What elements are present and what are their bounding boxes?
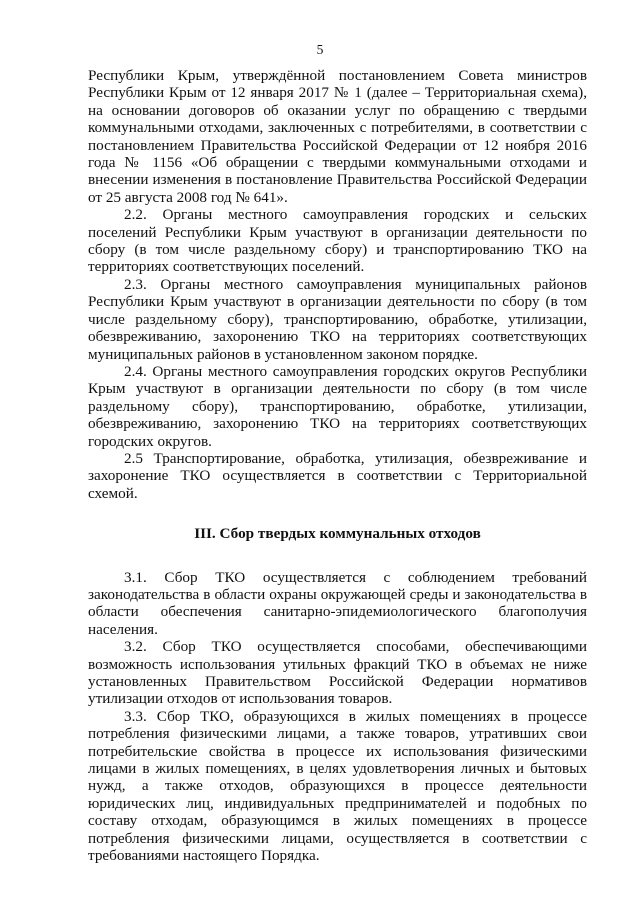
paragraph-3-2: 3.2. Сбор ТКО осуществляется способами, обеспечивающими возможность использования утильных фракций ТКО в объемах не ниже установленных Правительством Российской Федерации нормативов утилизации отходов от использования товаров. — [88, 638, 587, 708]
paragraph-continuation: Республики Крым, утверждённой постановлением Совета министров Республики Крым от 12 января 2017 № 1 (далее – Территориальная схема), на основании договоров об оказании услуг по обращению с твердыми коммунальными отходами, заключенных с потребителями, в соответствии с постановлением Правительства Российской Федерации от 12 ноября 2016 года № 1156 «Об обращении с твердыми коммунальными отходами и внесении изменения в постановление Правительства Российской Федерации от 25 августа 2008 год № 641». — [88, 67, 587, 206]
paragraph-3-3: 3.3. Сбор ТКО, образующихся в жилых помещениях в процессе потребления физическими лицами, а также товаров, утративших свои потребительские свойства в процессе их использования физическими лицами в жилых помещениях, в целях удовлетворения личных и бытовых нужд, а также отходов, образующихся в процессе деятельности юридических лиц, индивидуальных предпринимателей и подобных по составу отходам, образующимся в жилых помещениях в процессе потребления физическими лицами, осуществляется в соответствии с требованиями настоящего Порядка. — [88, 707, 587, 865]
paragraph-2-4: 2.4. Органы местного самоуправления городских округов Республики Крым участвуют в организации деятельности по сбору (в том числе раздельному сбору), транспортированию, обработке, утилизации, обезвреживанию, захоронению ТКО на территориях соответствующих городских округов. — [88, 362, 587, 450]
paragraph-2-2: 2.2. Органы местного самоуправления городских и сельских поселений Республики Крым участвуют в организации деятельности по сбору (в том числе раздельному сбору) и транспортированию ТКО на территориях соответствующих поселений. — [88, 206, 587, 276]
paragraph-2-3: 2.3. Органы местного самоуправления муниципальных районов Республики Крым участвуют в организации деятельности по сбору (в том числе раздельному сбору), транспортированию, обработке, утилизации, обезвреживанию, захоронению ТКО на территориях соответствующих муниципальных районов в установленном законом порядке. — [88, 275, 587, 363]
paragraph-3-1: 3.1. Сбор ТКО осуществляется с соблюдением требований законодательства в области охраны окружающей среды и законодательства в области обеспечения санитарно-эпидемиологического благополучия населения. — [88, 568, 587, 638]
page-number: 5 — [316, 42, 324, 57]
paragraph-2-5: 2.5 Транспортирование, обработка, утилизация, обезвреживание и захоронение ТКО осуществляется в соответствии с Территориальной схемой. — [88, 449, 587, 502]
document-body — [88, 67, 587, 864]
section-heading: III. Сбор твердых коммунальных отходов — [194, 525, 481, 543]
